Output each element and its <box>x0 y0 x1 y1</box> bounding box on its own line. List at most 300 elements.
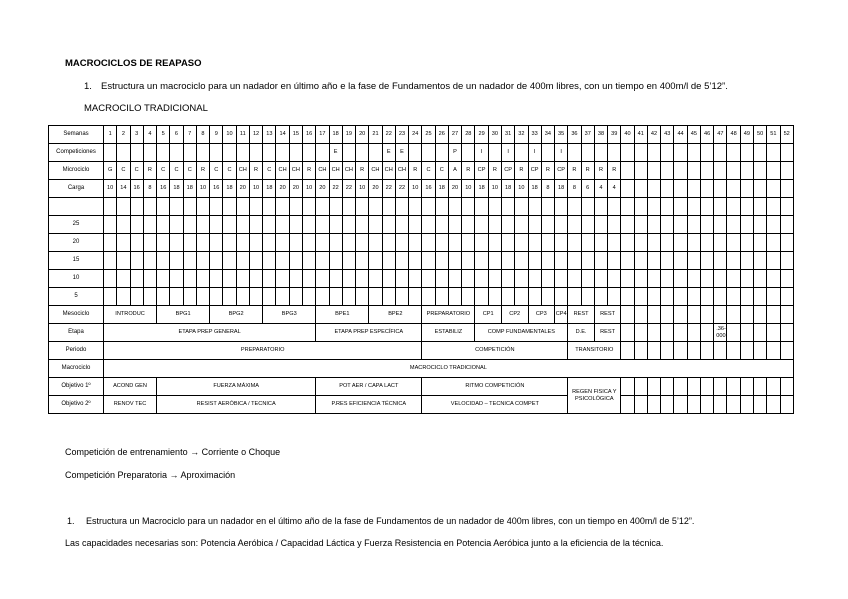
scale-row <box>49 216 794 234</box>
empty-cell <box>754 396 767 414</box>
microcycles-row-cell: R <box>143 162 156 180</box>
chart-cell <box>130 252 143 270</box>
competitions-row-cell <box>435 144 448 162</box>
microcycles-row <box>49 162 794 180</box>
chart-cell <box>196 252 209 270</box>
chart-cell <box>183 252 196 270</box>
loads-row-cell: 10 <box>462 180 475 198</box>
chart-cell <box>409 252 422 270</box>
loads-row-cell <box>780 180 793 198</box>
loads-row-cell: 10 <box>249 180 262 198</box>
empty-cell <box>621 378 634 396</box>
loads-row-cell: 10 <box>196 180 209 198</box>
microcycles-row-cell: CH <box>316 162 329 180</box>
empty-cell <box>727 378 740 396</box>
empty-cell <box>700 342 713 360</box>
empty-cell <box>767 306 780 324</box>
microcycles-row-cell <box>674 162 687 180</box>
stages-row-segment: COMP FUNDAMENTALES <box>475 324 568 342</box>
chart-cell <box>594 234 607 252</box>
microcycles-row-cell <box>647 162 660 180</box>
chart-cell <box>488 270 501 288</box>
chart-cell <box>740 252 753 270</box>
chart-cell <box>541 216 554 234</box>
chart-cell <box>117 288 130 306</box>
empty-cell <box>780 306 793 324</box>
mesocycles-row-segment: REST <box>594 306 621 324</box>
blank-cell <box>448 198 461 216</box>
chart-cell <box>249 270 262 288</box>
blank-cell <box>236 198 249 216</box>
row-label-microciclo: Microciclo <box>49 162 104 180</box>
blank-cell <box>568 198 581 216</box>
mesocycles-row-segment: CP4 <box>555 306 568 324</box>
blank-cell <box>780 198 793 216</box>
chart-cell <box>727 234 740 252</box>
chart-cell <box>316 270 329 288</box>
weeks-row-cell: 32 <box>515 126 528 144</box>
loads-row-cell <box>634 180 647 198</box>
chart-cell <box>130 234 143 252</box>
stages-row-segment: D.E. <box>568 324 595 342</box>
weeks-row-cell: 18 <box>329 126 342 144</box>
weeks-row-cell: 36 <box>568 126 581 144</box>
chart-cell <box>568 270 581 288</box>
loads-row-cell: 18 <box>555 180 568 198</box>
microcycles-row-cell: G <box>104 162 117 180</box>
chart-cell <box>780 252 793 270</box>
chart-cell <box>395 252 408 270</box>
loads-row-cell: 18 <box>263 180 276 198</box>
blank-cell <box>369 198 382 216</box>
chart-cell <box>714 270 727 288</box>
chart-cell <box>369 270 382 288</box>
loads-row-cell: 18 <box>223 180 236 198</box>
chart-cell <box>594 252 607 270</box>
competitions-row-cell <box>409 144 422 162</box>
empty-cell <box>687 396 700 414</box>
chart-cell <box>382 216 395 234</box>
weeks-row-cell: 16 <box>302 126 315 144</box>
objective2-segment: RENOV TEC <box>104 396 157 414</box>
chart-cell <box>356 234 369 252</box>
blank-row <box>49 198 794 216</box>
chart-cell <box>435 216 448 234</box>
competitions-row-cell <box>634 144 647 162</box>
blank-cell <box>740 198 753 216</box>
scale-row <box>49 234 794 252</box>
empty-cell <box>621 324 634 342</box>
loads-row-cell: 16 <box>210 180 223 198</box>
chart-cell <box>130 288 143 306</box>
weeks-row-cell: 30 <box>488 126 501 144</box>
chart-cell <box>104 288 117 306</box>
empty-cell <box>661 324 674 342</box>
blank-cell <box>687 198 700 216</box>
blank-cell <box>700 198 713 216</box>
empty-cell <box>647 342 660 360</box>
chart-cell <box>488 216 501 234</box>
chart-cell <box>634 234 647 252</box>
loads-row-cell <box>674 180 687 198</box>
chart-cell <box>117 252 130 270</box>
empty-cell <box>621 342 634 360</box>
chart-cell <box>780 288 793 306</box>
chart-cell <box>435 252 448 270</box>
chart-cell <box>621 234 634 252</box>
empty-cell <box>767 342 780 360</box>
blank-cell <box>462 198 475 216</box>
chart-cell <box>608 252 621 270</box>
empty-cell <box>647 396 660 414</box>
competitions-row-cell <box>608 144 621 162</box>
chart-cell <box>727 216 740 234</box>
empty-cell <box>661 378 674 396</box>
empty-cell <box>674 342 687 360</box>
macrocycle-row <box>49 360 794 378</box>
chart-cell <box>515 270 528 288</box>
chart-cell <box>183 234 196 252</box>
chart-cell <box>581 252 594 270</box>
loads-row-cell: 8 <box>541 180 554 198</box>
objective1-segment: FUERZA MÁXIMA <box>157 378 316 396</box>
blank-cell <box>435 198 448 216</box>
competitions-row-cell <box>170 144 183 162</box>
scale-row <box>49 270 794 288</box>
microcycles-row-cell: R <box>249 162 262 180</box>
blank-cell <box>541 198 554 216</box>
competitions-row-cell <box>674 144 687 162</box>
empty-cell <box>740 378 753 396</box>
loads-row-cell: 4 <box>594 180 607 198</box>
blank-cell <box>130 198 143 216</box>
microcycles-row-cell: CH <box>289 162 302 180</box>
blank-cell <box>621 198 634 216</box>
loads-row-cell: 20 <box>448 180 461 198</box>
empty-cell <box>647 324 660 342</box>
row-label-etapa: Etapa <box>49 324 104 342</box>
loads-row-cell: 20 <box>369 180 382 198</box>
competitions-row-cell <box>289 144 302 162</box>
periods-row-segment: TRANSITORIO <box>568 342 621 360</box>
blank-cell <box>117 198 130 216</box>
objective2-segment: P.RES EFICIENCIA TÉCNICA <box>316 396 422 414</box>
weeks-row-cell: 7 <box>183 126 196 144</box>
chart-cell <box>462 216 475 234</box>
loads-row-cell: 18 <box>170 180 183 198</box>
chart-cell <box>356 216 369 234</box>
chart-cell <box>581 288 594 306</box>
chart-cell <box>740 270 753 288</box>
microcycles-row-cell <box>661 162 674 180</box>
chart-cell <box>608 216 621 234</box>
chart-cell <box>143 270 156 288</box>
loads-row-cell: 4 <box>608 180 621 198</box>
chart-cell <box>329 252 342 270</box>
loads-row-cell: 20 <box>289 180 302 198</box>
microcycles-row-cell: R <box>462 162 475 180</box>
chart-cell <box>302 234 315 252</box>
row-label-competiciones: Competiciones <box>49 144 104 162</box>
competitions-row-cell <box>302 144 315 162</box>
chart-cell <box>422 270 435 288</box>
chart-cell <box>422 234 435 252</box>
loads-row-cell: 22 <box>395 180 408 198</box>
competitions-row-cell <box>104 144 117 162</box>
competitions-row-cell <box>236 144 249 162</box>
blank-cell <box>581 198 594 216</box>
chart-cell <box>342 288 355 306</box>
microcycles-row-cell: CH <box>276 162 289 180</box>
weeks-row-cell: 1 <box>104 126 117 144</box>
microcycles-row-cell: C <box>223 162 236 180</box>
microcycles-row-cell: R <box>608 162 621 180</box>
chart-cell <box>210 252 223 270</box>
chart-cell <box>634 216 647 234</box>
blank-cell <box>170 198 183 216</box>
blank-cell <box>342 198 355 216</box>
chart-cell <box>183 288 196 306</box>
chart-cell <box>249 216 262 234</box>
weeks-row-cell: 27 <box>448 126 461 144</box>
empty-cell <box>780 378 793 396</box>
macrocycle-table <box>48 125 794 414</box>
empty-cell <box>727 396 740 414</box>
chart-cell <box>369 216 382 234</box>
microcycles-row-cell <box>740 162 753 180</box>
blank-cell <box>528 198 541 216</box>
competitions-row-cell: E <box>382 144 395 162</box>
weeks-row-cell: 51 <box>767 126 780 144</box>
chart-cell <box>117 234 130 252</box>
chart-cell <box>448 270 461 288</box>
chart-cell <box>714 288 727 306</box>
periods-row <box>49 342 794 360</box>
stages-row-segment: ETAPA PREP GENERAL <box>104 324 316 342</box>
scale-label: 15 <box>49 252 104 270</box>
row-label-objetivo2: Objetivo 2º <box>49 396 104 414</box>
empty-cell <box>661 306 674 324</box>
microcycles-row-cell <box>687 162 700 180</box>
competitions-row-cell <box>727 144 740 162</box>
chart-cell <box>634 270 647 288</box>
scale-label: 10 <box>49 270 104 288</box>
weeks-row-cell: 44 <box>674 126 687 144</box>
chart-cell <box>754 288 767 306</box>
chart-cell <box>276 216 289 234</box>
empty-cell <box>780 324 793 342</box>
chart-cell <box>369 252 382 270</box>
weeks-row-cell: 3 <box>130 126 143 144</box>
objective1-row <box>49 378 794 396</box>
weeks-row-cell: 26 <box>435 126 448 144</box>
blank-cell <box>634 198 647 216</box>
chart-cell <box>249 288 262 306</box>
microcycles-row-cell: CH <box>342 162 355 180</box>
chart-cell <box>501 288 514 306</box>
chart-cell <box>143 252 156 270</box>
microcycles-row-cell <box>754 162 767 180</box>
empty-cell <box>740 306 753 324</box>
chart-cell <box>316 216 329 234</box>
chart-cell <box>236 270 249 288</box>
loads-row-cell <box>727 180 740 198</box>
chart-cell <box>210 234 223 252</box>
chart-cell <box>302 252 315 270</box>
chart-cell <box>356 270 369 288</box>
loads-row-cell: 20 <box>316 180 329 198</box>
loads-row-cell <box>714 180 727 198</box>
competitions-row-cell <box>183 144 196 162</box>
competitions-row-cell <box>210 144 223 162</box>
weeks-row-cell: 45 <box>687 126 700 144</box>
weeks-row-cell: 49 <box>740 126 753 144</box>
empty-cell <box>727 324 740 342</box>
chart-cell <box>263 288 276 306</box>
chart-cell <box>674 234 687 252</box>
chart-cell <box>223 216 236 234</box>
weeks-row-cell: 5 <box>157 126 170 144</box>
mesocycles-row <box>49 306 794 324</box>
competitions-row-cell <box>462 144 475 162</box>
chart-cell <box>674 216 687 234</box>
chart-cell <box>143 288 156 306</box>
competitions-row-cell <box>422 144 435 162</box>
chart-cell <box>409 288 422 306</box>
empty-cell <box>740 396 753 414</box>
loads-row-cell <box>621 180 634 198</box>
blank-cell <box>488 198 501 216</box>
microcycles-row-cell: CP <box>501 162 514 180</box>
empty-cell <box>700 378 713 396</box>
chart-cell <box>555 216 568 234</box>
microcycles-row-cell: R <box>488 162 501 180</box>
chart-cell <box>249 252 262 270</box>
empty-cell <box>687 306 700 324</box>
weeks-row-cell: 47 <box>714 126 727 144</box>
blank-cell <box>104 198 117 216</box>
competitions-row-cell <box>276 144 289 162</box>
chart-cell <box>117 270 130 288</box>
empty-cell <box>687 324 700 342</box>
empty-cell <box>647 378 660 396</box>
chart-cell <box>448 288 461 306</box>
competitions-row-cell <box>647 144 660 162</box>
loads-row-cell: 14 <box>117 180 130 198</box>
chart-cell <box>223 234 236 252</box>
chart-cell <box>263 234 276 252</box>
blank-cell <box>714 198 727 216</box>
chart-cell <box>329 216 342 234</box>
chart-cell <box>687 234 700 252</box>
weeks-row-cell: 37 <box>581 126 594 144</box>
competitions-row <box>49 144 794 162</box>
scale-label: 25 <box>49 216 104 234</box>
empty-cell <box>634 378 647 396</box>
empty-cell <box>687 378 700 396</box>
chart-cell <box>767 234 780 252</box>
chart-cell <box>170 252 183 270</box>
chart-cell <box>621 252 634 270</box>
microcycles-row-cell: C <box>117 162 130 180</box>
blank-cell <box>49 198 104 216</box>
weeks-row-cell: 40 <box>621 126 634 144</box>
question-1-text: Estructura un macrociclo para un nadador en último año e la fase de Fundamentos de un nadador de 400m libres, con un tiempo en 400m/l de 5’12”. <box>101 81 728 92</box>
competitions-row-cell <box>263 144 276 162</box>
chart-cell <box>621 216 634 234</box>
weeks-row-cell: 48 <box>727 126 740 144</box>
empty-cell <box>700 396 713 414</box>
loads-row-cell: 20 <box>276 180 289 198</box>
blank-cell <box>409 198 422 216</box>
weeks-row-cell: 42 <box>647 126 660 144</box>
microcycles-row-cell: CP <box>475 162 488 180</box>
microcycles-row-cell: C <box>422 162 435 180</box>
blank-cell <box>395 198 408 216</box>
weeks-row-cell: 22 <box>382 126 395 144</box>
chart-cell <box>289 216 302 234</box>
blank-cell <box>302 198 315 216</box>
loads-row-cell: 10 <box>356 180 369 198</box>
weeks-row <box>49 126 794 144</box>
loads-row-cell: 8 <box>143 180 156 198</box>
mesocycles-row-segment: BPG2 <box>210 306 263 324</box>
chart-cell <box>183 216 196 234</box>
empty-cell <box>634 306 647 324</box>
competitions-row-cell <box>714 144 727 162</box>
chart-cell <box>475 270 488 288</box>
stages-row-segment: REST <box>594 324 621 342</box>
chart-cell <box>196 234 209 252</box>
loads-row-cell: 20 <box>236 180 249 198</box>
loads-row-cell <box>754 180 767 198</box>
chart-cell <box>661 288 674 306</box>
microcycles-row-cell: R <box>515 162 528 180</box>
chart-cell <box>501 252 514 270</box>
loads-row-cell: 10 <box>104 180 117 198</box>
recovery-cell: REGEN FISICA Y PSICOLÓGICA <box>568 378 621 414</box>
chart-cell <box>674 288 687 306</box>
competitions-row-cell: I <box>528 144 541 162</box>
chart-cell <box>700 234 713 252</box>
blank-cell <box>608 198 621 216</box>
chart-cell <box>647 288 660 306</box>
blank-cell <box>382 198 395 216</box>
weeks-row-cell: 33 <box>528 126 541 144</box>
chart-cell <box>754 234 767 252</box>
chart-cell <box>555 234 568 252</box>
chart-cell <box>395 288 408 306</box>
microcycles-row-cell: CH <box>329 162 342 180</box>
stages-row <box>49 324 794 342</box>
chart-cell <box>369 234 382 252</box>
stages-row-segment: ETAPA PREP ESPECÍFICA <box>316 324 422 342</box>
chart-cell <box>302 216 315 234</box>
chart-cell <box>104 252 117 270</box>
empty-cell <box>621 396 634 414</box>
competitions-row-cell: E <box>395 144 408 162</box>
chart-cell <box>754 216 767 234</box>
chart-cell <box>236 252 249 270</box>
chart-cell <box>687 216 700 234</box>
microcycles-row-cell: R <box>356 162 369 180</box>
objective2-row <box>49 396 794 414</box>
chart-cell <box>448 234 461 252</box>
chart-cell <box>674 252 687 270</box>
chart-cell <box>528 234 541 252</box>
loads-row-cell: 18 <box>501 180 514 198</box>
chart-cell <box>356 252 369 270</box>
